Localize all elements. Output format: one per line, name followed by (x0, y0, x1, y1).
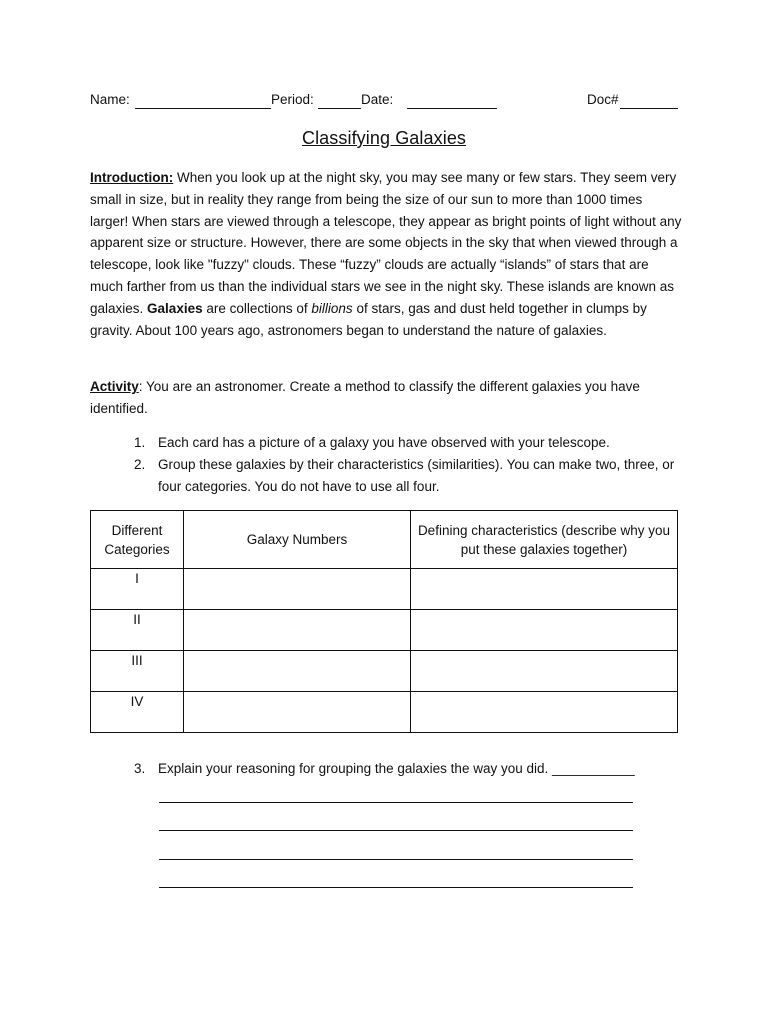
answer-line[interactable] (159, 830, 633, 831)
galaxy-numbers-cell[interactable] (184, 651, 411, 692)
galaxy-numbers-cell[interactable] (184, 569, 411, 610)
galaxy-numbers-cell[interactable] (184, 610, 411, 651)
header-categories: Different Categories (91, 511, 184, 569)
header-galaxy-numbers: Galaxy Numbers (184, 511, 411, 569)
answer-line[interactable] (159, 802, 633, 803)
step-number: 3. (134, 761, 146, 776)
step-item (134, 454, 682, 498)
introduction-label: Introduction: (90, 170, 174, 185)
step-item (134, 759, 682, 779)
doc-number-label: Doc# (587, 92, 619, 107)
galaxies-term: Galaxies (147, 300, 203, 316)
header-fields (0, 92, 768, 112)
steps-list (134, 432, 682, 497)
characteristics-cell[interactable] (411, 610, 678, 651)
table-row (91, 569, 678, 610)
table-row (91, 692, 678, 733)
step-text: Explain your reasoning for grouping the galaxies the way you did. ___________ (158, 761, 635, 776)
table-row (91, 610, 678, 651)
step-item (134, 432, 682, 454)
page-title: Classifying Galaxies (301, 128, 467, 148)
characteristics-cell[interactable] (411, 651, 678, 692)
category-label: II (91, 610, 184, 651)
step-number: 2. (134, 456, 146, 472)
introduction-text-2: are collections of (202, 300, 312, 316)
categories-table (90, 510, 678, 733)
activity-label: Activity (90, 379, 139, 394)
activity-text: : You are an astronomer. Create a method to classify the different galaxies you have identified. (90, 379, 640, 416)
activity-paragraph (90, 376, 682, 420)
date-label: Date: (361, 92, 394, 107)
step-text: Group these galaxies by their characteristics (similarities). You can make two, three, or four categories. You do not have to use all four. (158, 456, 675, 494)
characteristics-cell[interactable] (411, 692, 678, 733)
header-defining-characteristics: Defining characteristics (describe why you put these galaxies together) (411, 511, 678, 569)
date-field[interactable] (407, 108, 497, 109)
introduction-text-1: When you look up at the night sky, you may see many or few stars. They seem very small in size, but in reality they range from being the size of our sun to more than 1000 times larger! When stars are viewed through a telescope, they appear as bright points of light without any apparent size or structure. However, there are some objects in the sky that when viewed through a telescope, look like "fuzzy" clouds. These “fuzzy” clouds are actually “islands” of stars that are much farther from us than the individual stars we see in the night sky. These islands are known as galaxies. (90, 170, 682, 316)
billions-term: billions (311, 300, 353, 316)
category-label: IV (91, 692, 184, 733)
period-label: Period: (271, 92, 314, 107)
name-field[interactable] (135, 108, 271, 109)
galaxy-numbers-cell[interactable] (184, 692, 411, 733)
period-field[interactable] (318, 108, 361, 109)
table-header-row (91, 511, 678, 569)
introduction-paragraph (90, 167, 682, 341)
doc-number-field[interactable] (620, 108, 678, 109)
table-row (91, 651, 678, 692)
characteristics-cell[interactable] (411, 569, 678, 610)
answer-line[interactable] (159, 859, 633, 860)
answer-line[interactable] (159, 887, 633, 888)
step-text: Each card has a picture of a galaxy you have observed with your telescope. (158, 435, 610, 450)
category-label: III (91, 651, 184, 692)
introduction-text-3: of stars, gas and dust held together in clumps by gravity. About 100 years ago, astronomers began to understand the nature of galaxies. (90, 300, 647, 338)
step-number: 1. (134, 435, 146, 450)
name-label: Name: (90, 92, 130, 107)
category-label: I (91, 569, 184, 610)
